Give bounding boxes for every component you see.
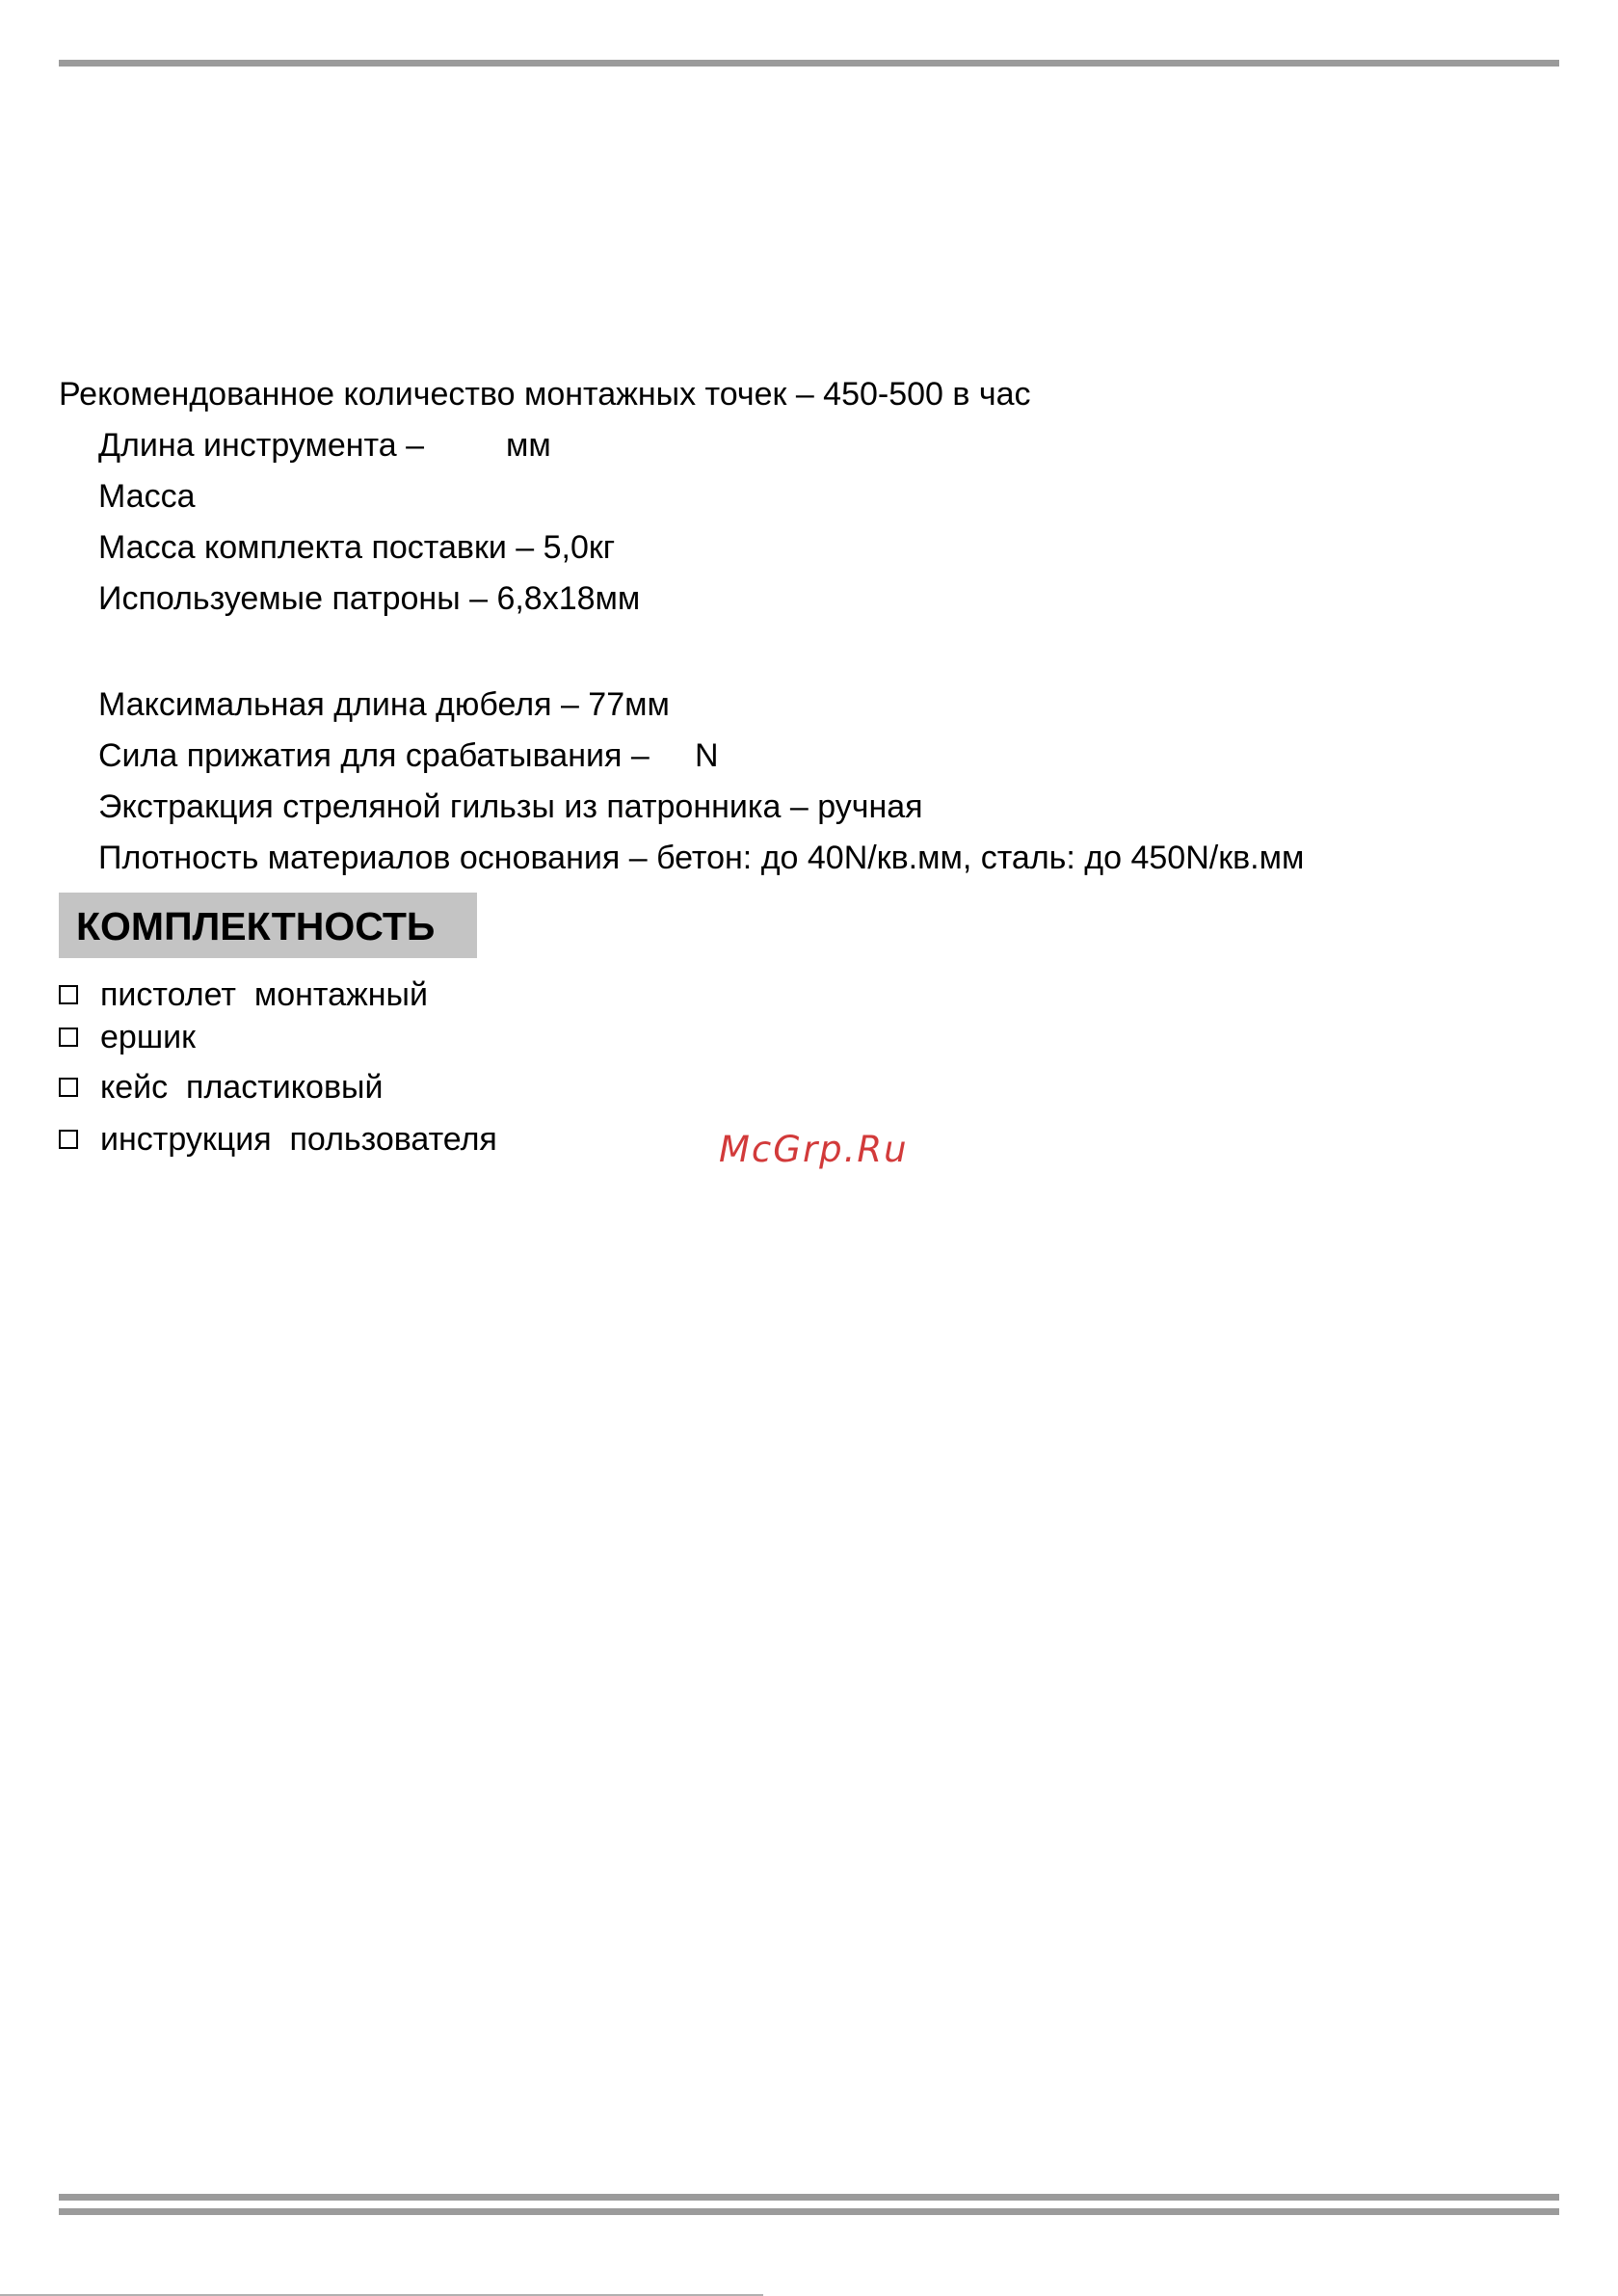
kit-item-label: инструкция пользователя bbox=[100, 1121, 497, 1158]
kit-item-label: кейс пластиковый bbox=[100, 1069, 384, 1106]
spec-base-density: Плотность материалов основания – бетон: до 40N/кв.мм, сталь: до 450N/кв.мм bbox=[98, 840, 1305, 876]
kit-item-label: ершик bbox=[100, 1019, 196, 1055]
bottom-rule-1 bbox=[59, 2194, 1559, 2201]
spec-cartridges: Используемые патроны – 6,8x18мм bbox=[98, 580, 641, 617]
spec-max-dowel-length: Максимальная длина дюбеля – 77мм bbox=[98, 686, 670, 723]
checkbox-icon bbox=[59, 1130, 78, 1149]
checkbox-icon bbox=[59, 985, 78, 1004]
spec-mass: Масса bbox=[98, 478, 196, 515]
spec-kit-mass: Масса комплекта поставки – 5,0кг bbox=[98, 529, 616, 566]
kit-item-label: пистолет монтажный bbox=[100, 976, 428, 1013]
spec-recommended-points: Рекомендованное количество монтажных точек – 450-500 в час bbox=[59, 376, 1031, 413]
spec-extraction: Экстракция стреляной гильзы из патронника – ручная bbox=[98, 788, 923, 825]
spec-tool-length: Длина инструмента – мм bbox=[98, 427, 551, 464]
kit-item bbox=[59, 1120, 497, 1159]
checkbox-icon bbox=[59, 1028, 78, 1047]
kit-heading bbox=[59, 893, 477, 958]
bottom-rule-2 bbox=[59, 2208, 1559, 2215]
spec-trigger-force: Сила прижатия для срабатывания – N bbox=[98, 737, 719, 774]
top-rule bbox=[59, 60, 1559, 67]
kit-item bbox=[59, 975, 428, 1014]
kit-item bbox=[59, 1068, 384, 1107]
kit-item bbox=[59, 1018, 196, 1056]
checkbox-icon bbox=[59, 1078, 78, 1097]
watermark: McGrp.Ru bbox=[719, 1129, 909, 1170]
kit-heading-label: КОМПЛЕКТНОСТЬ bbox=[76, 904, 436, 948]
